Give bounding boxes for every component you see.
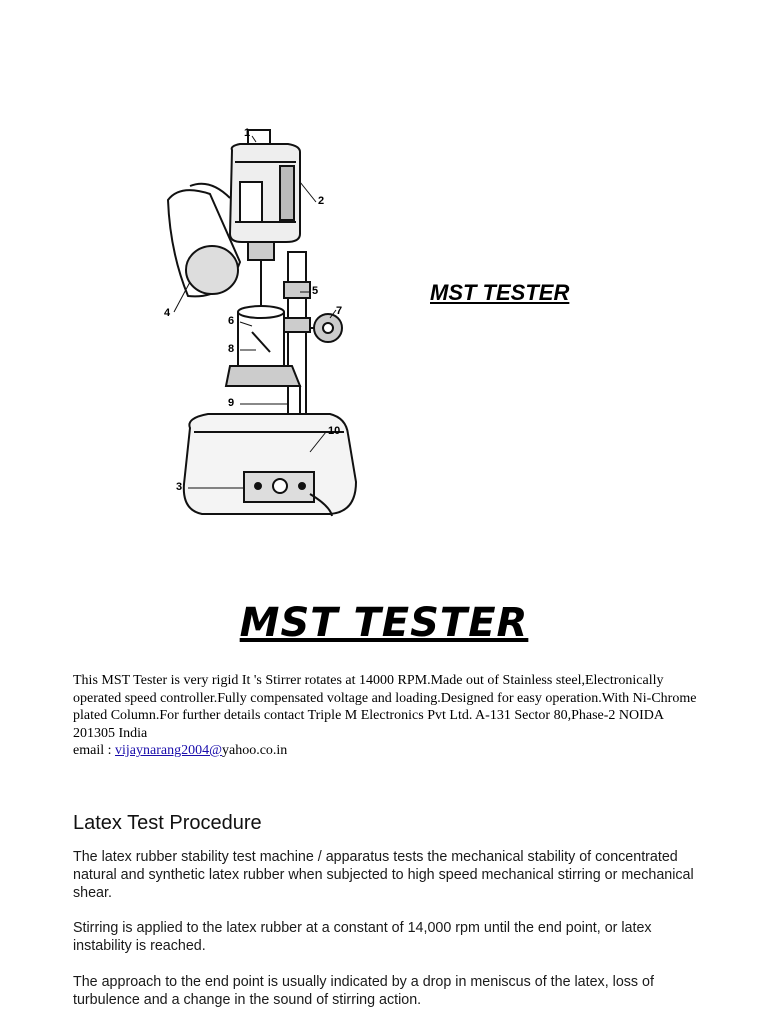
procedure-paragraph-2: Stirring is applied to the latex rubber at a constant of 14,000 rpm until the end point, or latex instability is reached. <box>73 920 652 954</box>
part-label-3: 3 <box>176 481 183 493</box>
email-suffix: yahoo.co.in <box>221 743 288 758</box>
part-label-8: 8 <box>228 343 235 355</box>
product-description <box>73 672 703 760</box>
part-label-2: 2 <box>318 195 325 207</box>
mst-tester-drawing <box>160 122 360 522</box>
part-label-5: 5 <box>312 285 319 297</box>
page-title: MST TESTER <box>239 600 529 646</box>
part-label-10: 10 <box>328 425 341 437</box>
part-label-1: 1 <box>244 127 251 139</box>
description-text: This MST Tester is very rigid It 's Stirrer rotates at 14000 RPM.Made out of Stainless steel,Electronically operated speed controller.Fully compensated voltage and loading.Designed for easy operation.With Ni-Chrome plated Column.For further details contact Triple M Electronics Pvt Ltd. A-131 Sector 80,Phase-2 NOIDA 201305 India <box>73 673 697 741</box>
part-label-6: 6 <box>228 315 235 327</box>
section-heading: Latex Test Procedure <box>73 812 262 834</box>
part-label-7: 7 <box>336 305 343 317</box>
part-label-9: 9 <box>228 397 235 409</box>
email-link[interactable]: vijaynarang2004@ <box>115 743 222 758</box>
part-label-4: 4 <box>164 307 171 319</box>
figure-caption: MST TESTER <box>430 280 570 305</box>
mst-tester-illustration <box>160 122 360 522</box>
procedure-paragraph-1: The latex rubber stability test machine / apparatus tests the mechanical stability of concentrated natural and synthetic latex rubber when subjected to high speed mechanical stirring or mechanical shear. <box>73 849 694 901</box>
procedure-paragraph-3: The approach to the end point is usually indicated by a drop in meniscus of the latex, loss of turbulence and a change in the sound of stirring action. <box>73 974 654 1008</box>
email-prefix: email : <box>73 743 115 758</box>
